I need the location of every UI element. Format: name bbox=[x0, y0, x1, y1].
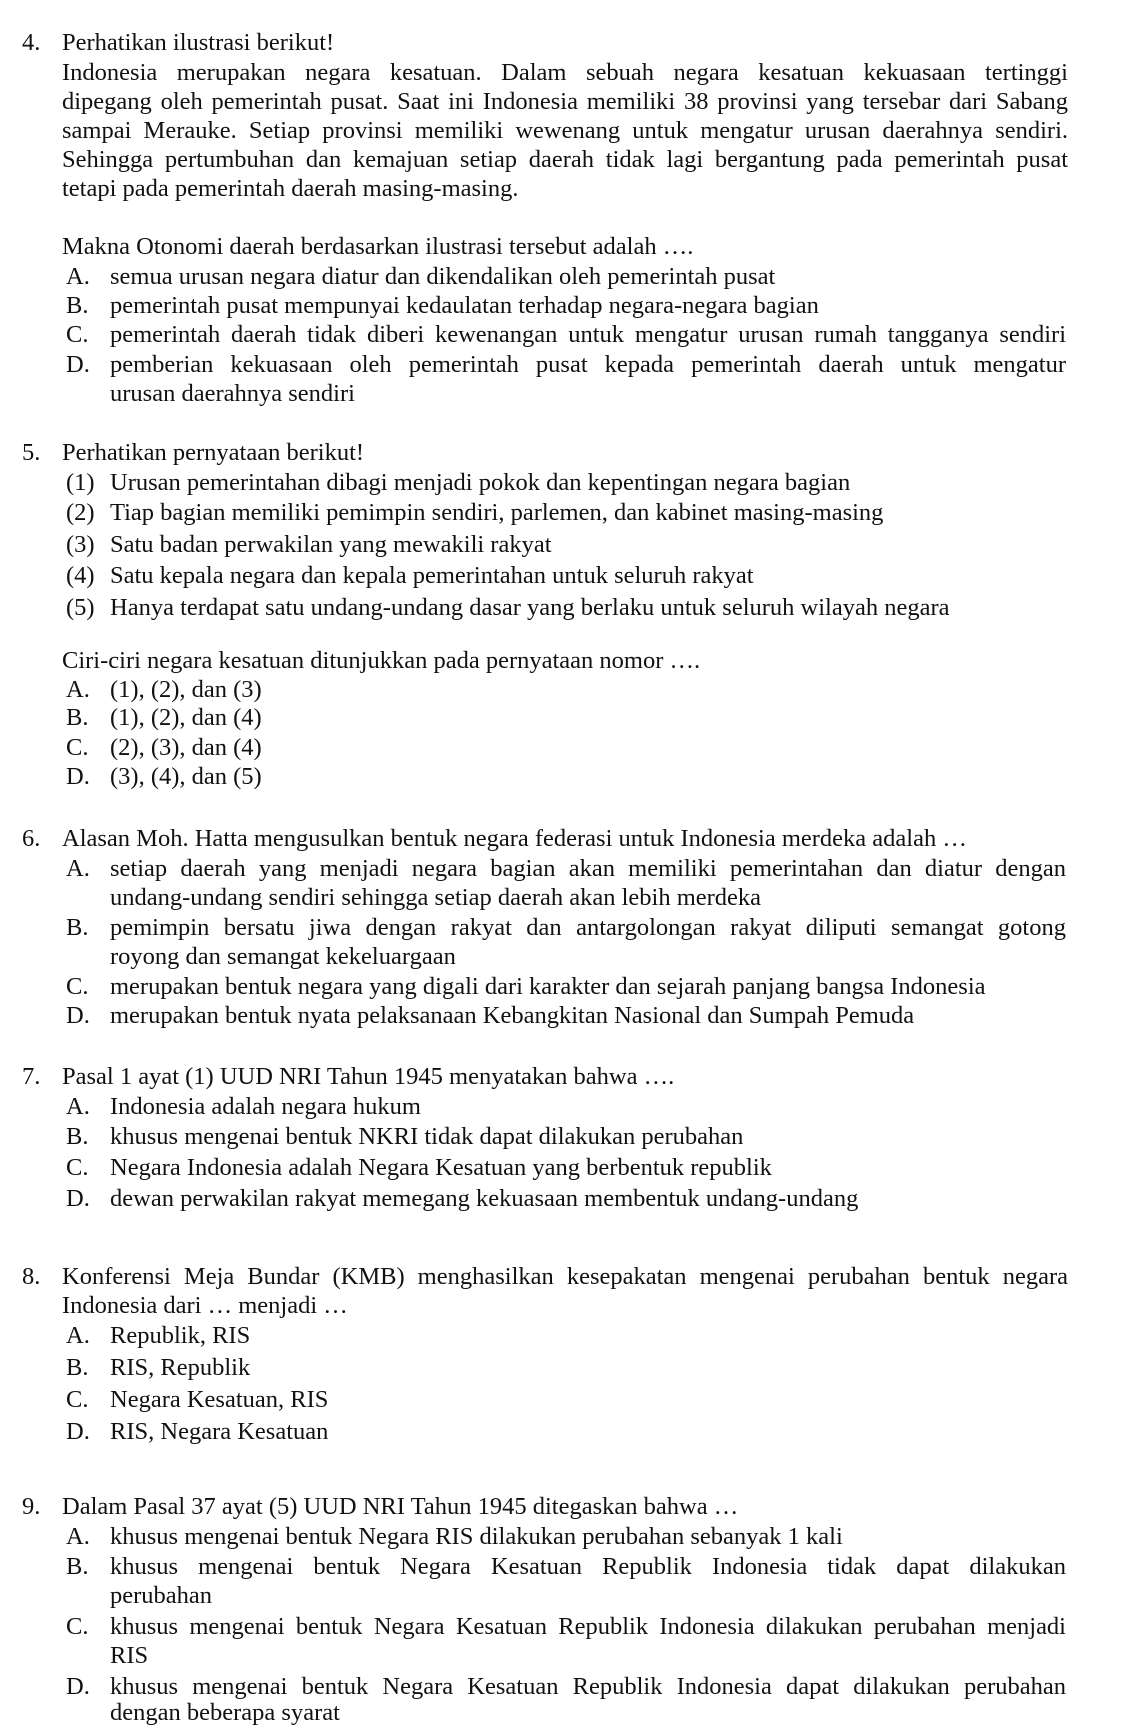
option-text: merupakan bentuk nyata pelaksanaan Kebangkitan Nasional dan Sumpah Pemuda bbox=[110, 1002, 915, 1029]
option-text-continued: urusan daerahnya sendiri bbox=[110, 380, 355, 407]
option-label: A. bbox=[66, 263, 90, 290]
option-text: dewan perwakilan rakyat memegang kekuasaan membentuk undang-undang bbox=[110, 1185, 859, 1212]
option-label: D. bbox=[66, 351, 90, 378]
option-text: (1), (2), dan (3) bbox=[110, 676, 262, 703]
question-stem: Perhatikan ilustrasi berikut! bbox=[62, 29, 335, 56]
option-label: D. bbox=[66, 763, 90, 790]
option-label: B. bbox=[66, 704, 89, 731]
option-text: pemberian kekuasaan oleh pemerintah pusat kepada pemerintah daerah untuk mengatur bbox=[110, 351, 1066, 378]
question-number: 6. bbox=[22, 825, 41, 852]
passage-line: dipegang oleh pemerintah pusat. Saat ini Indonesia memiliki 38 provinsi yang tersebar dari Sabang bbox=[62, 88, 1068, 115]
option-text: pemimpin bersatu jiwa dengan rakyat dan antargolongan rakyat diliputi semangat gotong bbox=[110, 914, 1066, 941]
question-prompt: Ciri-ciri negara kesatuan ditunjukkan pada pernyataan nomor …. bbox=[62, 647, 701, 674]
option-text: merupakan bentuk negara yang digali dari karakter dan sejarah panjang bangsa Indonesia bbox=[110, 973, 986, 1000]
question-number: 8. bbox=[22, 1263, 41, 1290]
option-text: Republik, RIS bbox=[110, 1322, 251, 1349]
option-text: Indonesia adalah negara hukum bbox=[110, 1093, 421, 1120]
option-text: RIS, Republik bbox=[110, 1354, 251, 1381]
question-stem: Dalam Pasal 37 ayat (5) UUD NRI Tahun 1945 ditegaskan bahwa … bbox=[62, 1493, 739, 1520]
option-text: setiap daerah yang menjadi negara bagian akan memiliki pemerintahan dan diatur dengan bbox=[110, 855, 1066, 882]
option-label: C. bbox=[66, 1386, 89, 1413]
question-stem: Alasan Moh. Hatta mengusulkan bentuk negara federasi untuk Indonesia merdeka adalah … bbox=[62, 825, 967, 852]
question-stem: Konferensi Meja Bundar (KMB) menghasilkan kesepakatan mengenai perubahan bentuk negara bbox=[62, 1263, 1068, 1290]
option-text: khusus mengenai bentuk Negara Kesatuan Republik Indonesia tidak dapat dilakukan bbox=[110, 1553, 1066, 1580]
passage-line: tetapi pada pemerintah daerah masing-masing. bbox=[62, 175, 519, 202]
option-label: A. bbox=[66, 855, 90, 882]
option-label: D. bbox=[66, 1002, 90, 1029]
option-text: khusus mengenai bentuk NKRI tidak dapat dilakukan perubahan bbox=[110, 1123, 744, 1150]
question-stem: Perhatikan pernyataan berikut! bbox=[62, 439, 365, 466]
question-number: 4. bbox=[22, 29, 41, 56]
question-prompt: Makna Otonomi daerah berdasarkan ilustrasi tersebut adalah …. bbox=[62, 233, 694, 260]
option-label: A. bbox=[66, 1322, 90, 1349]
option-text: pemerintah pusat mempunyai kedaulatan terhadap negara-negara bagian bbox=[110, 292, 819, 319]
option-label: A. bbox=[66, 676, 90, 703]
question-number: 5. bbox=[22, 439, 41, 466]
option-label: B. bbox=[66, 1553, 89, 1580]
option-label: C. bbox=[66, 973, 89, 1000]
option-text: Negara Indonesia adalah Negara Kesatuan yang berbentuk republik bbox=[110, 1154, 772, 1181]
passage-line: Indonesia merupakan negara kesatuan. Dalam sebuah negara kesatuan kekuasaan tertinggi bbox=[62, 59, 1068, 86]
option-label: D. bbox=[66, 1185, 90, 1212]
option-text-continued: perubahan bbox=[110, 1582, 213, 1609]
statement-label: (3) bbox=[66, 531, 95, 558]
option-text: semua urusan negara diatur dan dikendalikan oleh pemerintah pusat bbox=[110, 263, 776, 290]
option-text: khusus mengenai bentuk Negara Kesatuan Republik Indonesia dilakukan perubahan menjadi bbox=[110, 1613, 1066, 1640]
statement-label: (2) bbox=[66, 499, 95, 526]
question-number: 7. bbox=[22, 1063, 41, 1090]
option-text-continued: undang-undang sendiri sehingga setiap daerah akan lebih merdeka bbox=[110, 884, 762, 911]
option-text-continued: RIS bbox=[110, 1642, 149, 1669]
option-label: B. bbox=[66, 292, 89, 319]
statement-text: Urusan pemerintahan dibagi menjadi pokok dan kepentingan negara bagian bbox=[110, 469, 851, 496]
option-label: B. bbox=[66, 1123, 89, 1150]
question-number: 9. bbox=[22, 1493, 41, 1520]
option-text: (3), (4), dan (5) bbox=[110, 763, 262, 790]
option-text: RIS, Negara Kesatuan bbox=[110, 1418, 329, 1445]
option-text: khusus mengenai bentuk Negara Kesatuan Republik Indonesia dapat dilakukan perubahan bbox=[110, 1673, 1066, 1700]
option-label: C. bbox=[66, 321, 89, 348]
option-text: (2), (3), dan (4) bbox=[110, 734, 262, 761]
option-label: A. bbox=[66, 1523, 90, 1550]
passage-line: sampai Merauke. Setiap provinsi memiliki wewenang untuk mengatur urusan daerahnya sendiri. bbox=[62, 117, 1068, 144]
option-text: khusus mengenai bentuk Negara RIS dilakukan perubahan sebanyak 1 kali bbox=[110, 1523, 843, 1550]
option-text: pemerintah daerah tidak diberi kewenangan untuk mengatur urusan rumah tangganya sendiri bbox=[110, 321, 1066, 348]
option-label: A. bbox=[66, 1093, 90, 1120]
option-text: Negara Kesatuan, RIS bbox=[110, 1386, 329, 1413]
option-label: C. bbox=[66, 1613, 89, 1640]
statement-text: Hanya terdapat satu undang-undang dasar yang berlaku untuk seluruh wilayah negara bbox=[110, 594, 950, 621]
option-label: C. bbox=[66, 1154, 89, 1181]
passage-line: Sehingga pertumbuhan dan kemajuan setiap daerah tidak lagi bergantung pada pemerintah pusat bbox=[62, 146, 1068, 173]
question-stem-continued: Indonesia dari … menjadi … bbox=[62, 1292, 348, 1319]
statement-text: Tiap bagian memiliki pemimpin sendiri, parlemen, dan kabinet masing-masing bbox=[110, 499, 884, 526]
option-text-continued: royong dan semangat kekeluargaan bbox=[110, 943, 456, 970]
option-label: C. bbox=[66, 734, 89, 761]
statement-label: (4) bbox=[66, 562, 95, 589]
option-label: D. bbox=[66, 1418, 90, 1445]
statement-label: (1) bbox=[66, 469, 95, 496]
option-text: (1), (2), dan (4) bbox=[110, 704, 262, 731]
option-label: D. bbox=[66, 1673, 90, 1700]
option-text-continued: dengan beberapa syarat bbox=[110, 1699, 340, 1726]
statement-label: (5) bbox=[66, 594, 95, 621]
statement-text: Satu kepala negara dan kepala pemerintahan untuk seluruh rakyat bbox=[110, 562, 754, 589]
option-label: B. bbox=[66, 1354, 89, 1381]
question-stem: Pasal 1 ayat (1) UUD NRI Tahun 1945 menyatakan bahwa …. bbox=[62, 1063, 675, 1090]
statement-text: Satu badan perwakilan yang mewakili rakyat bbox=[110, 531, 552, 558]
option-label: B. bbox=[66, 914, 89, 941]
